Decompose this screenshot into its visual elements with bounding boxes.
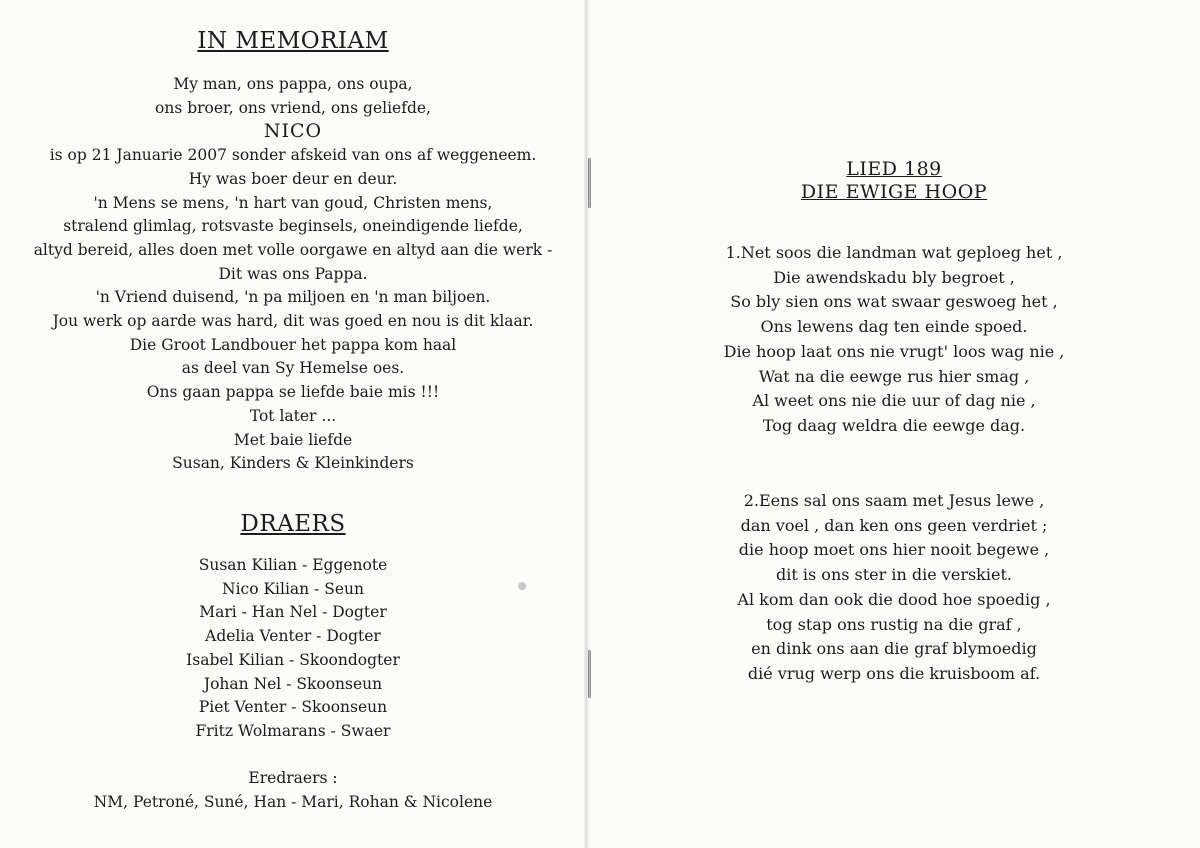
verse-line: dié vrug werp ons die kruisboom af. [747,663,1041,683]
memoriam-line: is op 21 Januarie 2007 sonder afskeid van ons af weggeneem. [49,146,537,165]
memoriam-line: Tot later ... [249,406,337,425]
verse-line: Al weet ons nie die uur of dag nie , [752,391,1036,411]
verse-line: die hoop moet ons hier nooit begewe , [738,540,1050,560]
draer-item: Piet Venter - Skoonseun [198,698,388,717]
eredraers-label: Eredraers : [248,769,338,787]
draer-item: Johan Nel - Skoonseun [203,674,383,693]
memoriam-line: Met baie liefde [233,430,353,449]
hymn-number: LIED 189 [846,158,942,180]
memoriam-line: 'n Vriend duisend, 'n pa miljoen en 'n man biljoen. [95,288,491,307]
draer-item: Fritz Wolmarans - Swaer [195,721,391,740]
paper-mark [518,582,526,590]
eredraers-names: NM, Petroné, Suné, Han - Mari, Rohan & Nicolene [93,792,493,811]
memoriam-line: stralend glimlag, rotsvaste beginsels, oneindigende liefde, [63,217,523,236]
verse-line: So bly sien ons wat swaar geswoeg het , [730,292,1058,312]
memoriam-line: Dit was ons Pappa. [218,264,368,283]
draer-item: Susan Kilian - Eggenote [198,556,388,574]
memoriam-line: Jou werk op aarde was hard, dit was goed en nou is dit klaar. [52,312,534,331]
verse-line: Ons lewens dag ten einde spoed. [760,317,1028,337]
draers-title: DRAERS [240,511,346,537]
memoriam-line: Ons gaan pappa se liefde baie mis !!! [146,383,440,402]
verse-line: dan voel , dan ken ons geen verdriet ; [740,515,1048,535]
verse-line: 2.Eens sal ons saam met Jesus lewe , [743,491,1045,510]
verse-line: en dink ons aan die graf blymoedig [751,639,1037,659]
verse-line: Al kom dan ook die dood hoe spoedig , [737,589,1051,609]
verse-line: Die hoop laat ons nie vrugt' loos wag nie , [723,341,1065,361]
draer-item: Isabel Kilian - Skoondogter [186,650,400,669]
memoriam-name: NICO [263,120,323,143]
hymn-verse-2 [588,489,1200,687]
verse-line: tog stap ons rustig na die graf , [766,614,1022,634]
hymn-title: DIE EWIGE HOOP [800,181,988,203]
memoriam-line: 'n Mens se mens, 'n hart van goud, Christen mens, [93,193,493,212]
draer-item: Mari - Han Nel - Dogter [199,603,387,622]
memoriam-line: ons broer, ons vriend, ons geliefde, [155,98,431,117]
draer-item: Adelia Venter - Dogter [205,627,381,646]
memoriam-title: IN MEMORIAM [197,28,389,54]
draers-list [0,554,586,744]
memoriam-line: altyd bereid, alles doen met volle oorgawe en altyd aan die werk - [33,240,553,259]
left-page [0,0,586,848]
verse-line: Wat na die eewge rus hier smag , [758,366,1030,386]
draer-item: Nico Kilian - Seun [222,579,364,598]
memoriam-line: Die Groot Landbouer het pappa kom haal [129,335,457,354]
memoriam-line: My man, ons pappa, ons oupa, [173,75,413,93]
memoriam-line: as deel van Sy Hemelse oes. [181,359,405,378]
eredraers-block [0,767,586,814]
verse-line: dit is ons ster in die verskiet. [776,565,1012,585]
hymn-verse-1 [588,241,1200,439]
right-page [588,0,1200,848]
memoriam-line: Hy was boer deur en deur. [188,169,398,188]
verse-line: Tog daag weldra die eewge dag. [762,415,1026,435]
verse-line: 1.Net soos die landman wat geploeg het , [725,243,1063,262]
verse-line: Die awendskadu bly begroet , [773,267,1015,287]
memoriam-text [0,73,586,476]
memoriam-line: Susan, Kinders & Kleinkinders [172,454,414,473]
